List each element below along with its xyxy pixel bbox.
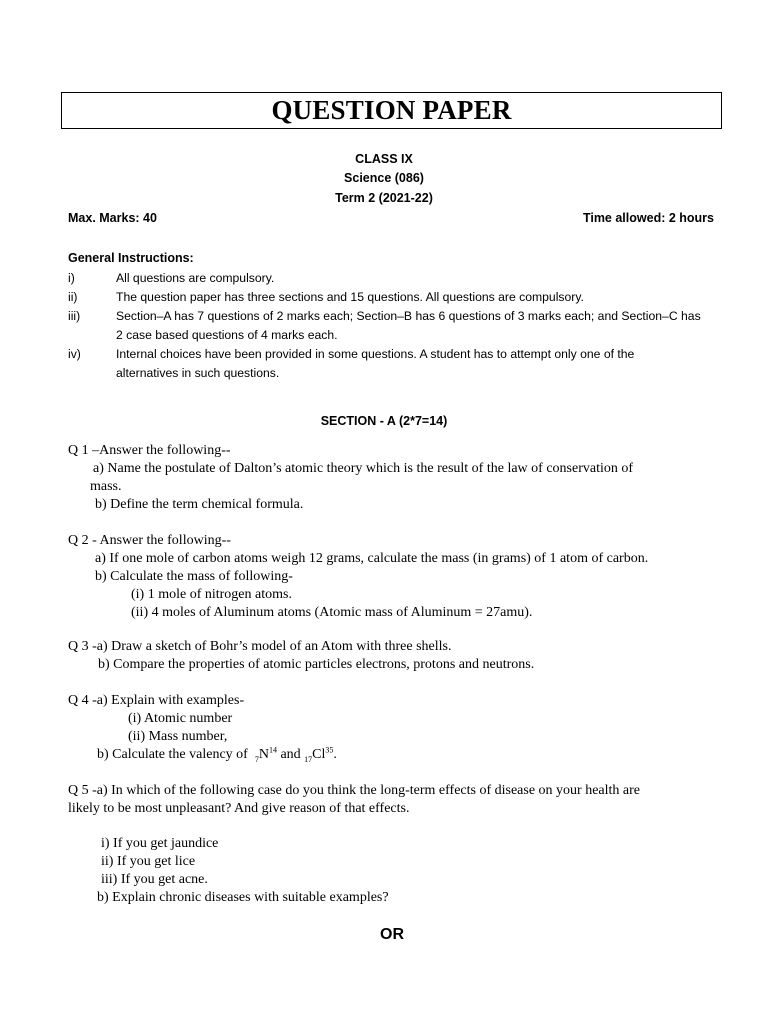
chlorine-atomic-number: 17: [304, 754, 313, 764]
instruction-text: All questions are compulsory.: [116, 271, 275, 285]
question-5-option-iii: iii) If you get acne.: [101, 872, 208, 887]
instruction-text-cont: alternatives in such questions.: [116, 366, 280, 380]
section-a-heading: SECTION - A (2*7=14): [320, 414, 448, 428]
or-separator: OR: [380, 926, 404, 943]
question-2-stem: Q 2 - Answer the following--: [68, 533, 231, 548]
instruction-text-cont: 2 case based questions of 4 marks each.: [116, 328, 338, 342]
question-4-stem: Q 4 -a) Explain with examples-: [68, 693, 245, 708]
question-4-part-b: [97, 747, 337, 763]
question-5-stem: Q 5 -a) In which of the following case do you think the long-term effects of disease on your health are: [68, 783, 641, 798]
instruction-text: The question paper has three sections and 15 questions. All questions are compulsory.: [116, 290, 584, 304]
instruction-text: Section–A has 7 questions of 2 marks each; Section–B has 6 questions of 3 marks each; and Section–C has: [116, 309, 701, 323]
instruction-num: iii): [68, 309, 81, 323]
title-box: [61, 92, 722, 129]
question-4-part-a-i: (i) Atomic number: [128, 711, 233, 726]
class-label: CLASS IX: [355, 152, 413, 166]
time-allowed: Time allowed: 2 hours: [582, 211, 714, 225]
subject-label: Science (086): [344, 171, 424, 185]
question-2-part-a: a) If one mole of carbon atoms weigh 12 grams, calculate the mass (in grams) of 1 atom of carbon.: [95, 551, 649, 566]
question-1-part-b: b) Define the term chemical formula.: [95, 497, 304, 512]
nitrogen-atomic-number: 7: [254, 754, 259, 764]
term-label: Term 2 (2021-22): [335, 191, 433, 205]
instruction-num: iv): [68, 347, 81, 361]
question-2-part-b: b) Calculate the mass of following-: [95, 569, 293, 584]
max-marks: Max. Marks: 40: [68, 211, 157, 225]
question-3-stem: Q 3 -a) Draw a sketch of Bohr’s model of an Atom with three shells.: [68, 639, 452, 654]
instruction-text: Internal choices have been provided in some questions. A student has to attempt only one of the: [116, 347, 635, 361]
question-5-part-b: b) Explain chronic diseases with suitable examples?: [97, 890, 389, 905]
question-5-option-i: i) If you get jaundice: [101, 836, 219, 851]
question-5-option-ii: ii) If you get lice: [101, 854, 196, 869]
page-title: QUESTION PAPER: [271, 95, 512, 125]
question-4-part-a-ii: (ii) Mass number,: [128, 729, 228, 744]
question-2-part-b-ii: (ii) 4 moles of Aluminum atoms (Atomic mass of Aluminum = 27amu).: [131, 605, 533, 620]
chlorine-symbol: Cl: [312, 747, 326, 762]
question-3-part-b: b) Compare the properties of atomic particles electrons, protons and neutrons.: [98, 657, 535, 672]
end-period: .: [333, 747, 337, 762]
nitrogen-mass-number: 14: [268, 745, 277, 755]
instruction-num: ii): [68, 290, 78, 304]
question-1-part-a-cont: mass.: [90, 479, 122, 494]
question-2-part-b-i: (i) 1 mole of nitrogen atoms.: [131, 587, 292, 602]
question-1-part-a: a) Name the postulate of Dalton’s atomic theory which is the result of the law of conservation of: [93, 461, 634, 476]
question-5-stem-cont: likely to be most unpleasant? And give reason of that effects.: [68, 801, 410, 816]
question-1-stem: Q 1 –Answer the following--: [68, 443, 231, 458]
and-word: and: [280, 747, 301, 762]
question-4-part-b-text: b) Calculate the valency of: [97, 747, 248, 762]
instructions-heading: General Instructions:: [68, 251, 194, 265]
nitrogen-symbol: N: [258, 747, 269, 762]
chlorine-mass-number: 35: [325, 745, 334, 755]
instruction-num: i): [68, 271, 75, 285]
